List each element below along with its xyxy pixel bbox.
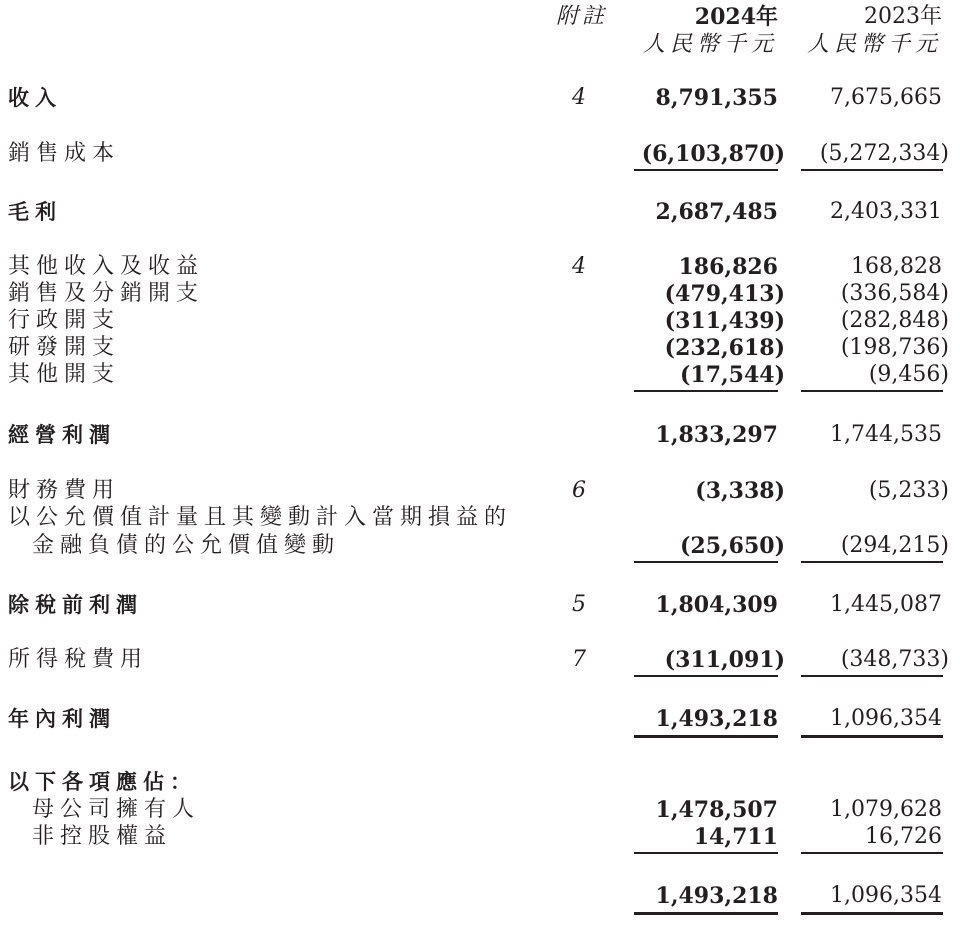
row-2024-selling-expenses: (479,413) (664, 281, 785, 307)
row-label-fvtpl-line2: 金融負債的公允價值變動 (32, 533, 341, 558)
row-2024-other-income: 186,826 (678, 254, 778, 280)
double-underline-2024 (634, 735, 778, 738)
row-label-finance-costs: 財務費用 (8, 478, 121, 503)
header-2023-unit: 人民幣千元 (806, 32, 942, 57)
row-note-other-income: 4 (572, 254, 586, 279)
underline-2024 (634, 561, 778, 563)
row-2024-total: 1,493,218 (655, 883, 778, 909)
row-2024-owners-of-parent: 1,478,507 (655, 797, 778, 823)
row-2023-other-income: 168,828 (851, 254, 942, 279)
underline-2024 (634, 852, 778, 854)
row-label-owners-of-parent: 母公司擁有人 (32, 797, 201, 822)
row-2024-admin-expenses: (311,439) (664, 308, 785, 334)
row-2024-revenue: 8,791,355 (655, 85, 778, 111)
row-2024-income-tax: (311,091) (664, 647, 785, 673)
header-note: 附註 (556, 4, 609, 29)
row-note-finance-costs: 6 (572, 478, 586, 503)
underline-2023 (801, 169, 943, 171)
row-label-revenue: 收入 (8, 86, 62, 110)
row-2023-profit-for-year: 1,096,354 (830, 706, 942, 731)
underline-2023 (801, 675, 943, 677)
row-2023-total: 1,096,354 (830, 883, 942, 908)
underline-2023 (801, 852, 943, 854)
row-label-fvtpl-line1: 以公允價值計量且其變動計入當期損益的 (8, 505, 513, 530)
row-2023-owners-of-parent: 1,079,628 (830, 797, 942, 822)
row-2024-fvtpl: (25,650) (679, 533, 785, 559)
row-label-other-income: 其他收入及收益 (8, 254, 205, 279)
row-2023-non-controlling: 16,726 (865, 824, 942, 849)
underline-2023 (801, 561, 943, 563)
row-label-other-expenses: 其他開支 (8, 362, 121, 387)
row-label-profit-for-year: 年內利潤 (8, 707, 116, 731)
row-2023-revenue: 7,675,665 (830, 85, 942, 110)
row-2023-admin-expenses: (282,848) (840, 308, 949, 333)
row-label-attributable-to: 以下各項應佔： (8, 770, 197, 794)
row-2024-profit-before-tax: 1,804,309 (655, 592, 778, 618)
underline-2023 (801, 390, 943, 392)
row-note-income-tax: 7 (572, 647, 586, 672)
row-2024-finance-costs: (3,338) (695, 478, 785, 504)
row-2023-finance-costs: (5,233) (868, 478, 949, 503)
row-2023-operating-profit: 1,744,535 (830, 422, 942, 447)
row-2023-income-tax: (348,733) (840, 647, 949, 672)
row-label-rd-expenses: 研發開支 (8, 335, 121, 360)
header-2023-year: 2023年 (864, 4, 942, 29)
row-label-operating-profit: 經營利潤 (8, 423, 116, 447)
row-label-non-controlling: 非控股權益 (32, 824, 173, 849)
row-label-income-tax: 所得稅費用 (8, 647, 149, 672)
row-2023-other-expenses: (9,456) (868, 362, 949, 387)
row-2023-selling-expenses: (336,584) (840, 281, 949, 306)
row-label-profit-before-tax: 除稅前利潤 (8, 593, 143, 617)
row-label-cost-of-sales: 銷售成本 (8, 141, 121, 166)
row-2024-non-controlling: 14,711 (693, 824, 778, 850)
header-2024-year: 2024年 (694, 4, 778, 30)
header-2024-unit: 人民幣千元 (642, 32, 778, 57)
row-2024-cost-of-sales: (6,103,870) (641, 141, 785, 167)
double-underline-2024 (634, 912, 778, 915)
row-2024-gross-profit: 2,687,485 (655, 199, 778, 225)
double-underline-2023 (801, 912, 943, 915)
row-2023-profit-before-tax: 1,445,087 (830, 592, 942, 617)
row-2023-rd-expenses: (198,736) (840, 335, 949, 360)
row-2023-gross-profit: 2,403,331 (830, 199, 942, 224)
underline-2024 (634, 390, 778, 392)
row-note-revenue: 4 (572, 85, 586, 110)
underline-2024 (634, 675, 778, 677)
row-label-selling-expenses: 銷售及分銷開支 (8, 281, 205, 306)
row-2023-fvtpl: (294,215) (840, 533, 949, 558)
row-2024-rd-expenses: (232,618) (664, 335, 785, 361)
row-2024-other-expenses: (17,544) (679, 362, 785, 388)
row-2024-operating-profit: 1,833,297 (655, 422, 778, 448)
double-underline-2023 (801, 735, 943, 738)
row-2024-profit-for-year: 1,493,218 (655, 706, 778, 732)
underline-2024 (634, 169, 778, 171)
row-note-profit-before-tax: 5 (572, 592, 586, 617)
row-2023-cost-of-sales: (5,272,334) (819, 141, 949, 166)
row-label-admin-expenses: 行政開支 (8, 308, 121, 333)
row-label-gross-profit: 毛利 (8, 200, 62, 224)
